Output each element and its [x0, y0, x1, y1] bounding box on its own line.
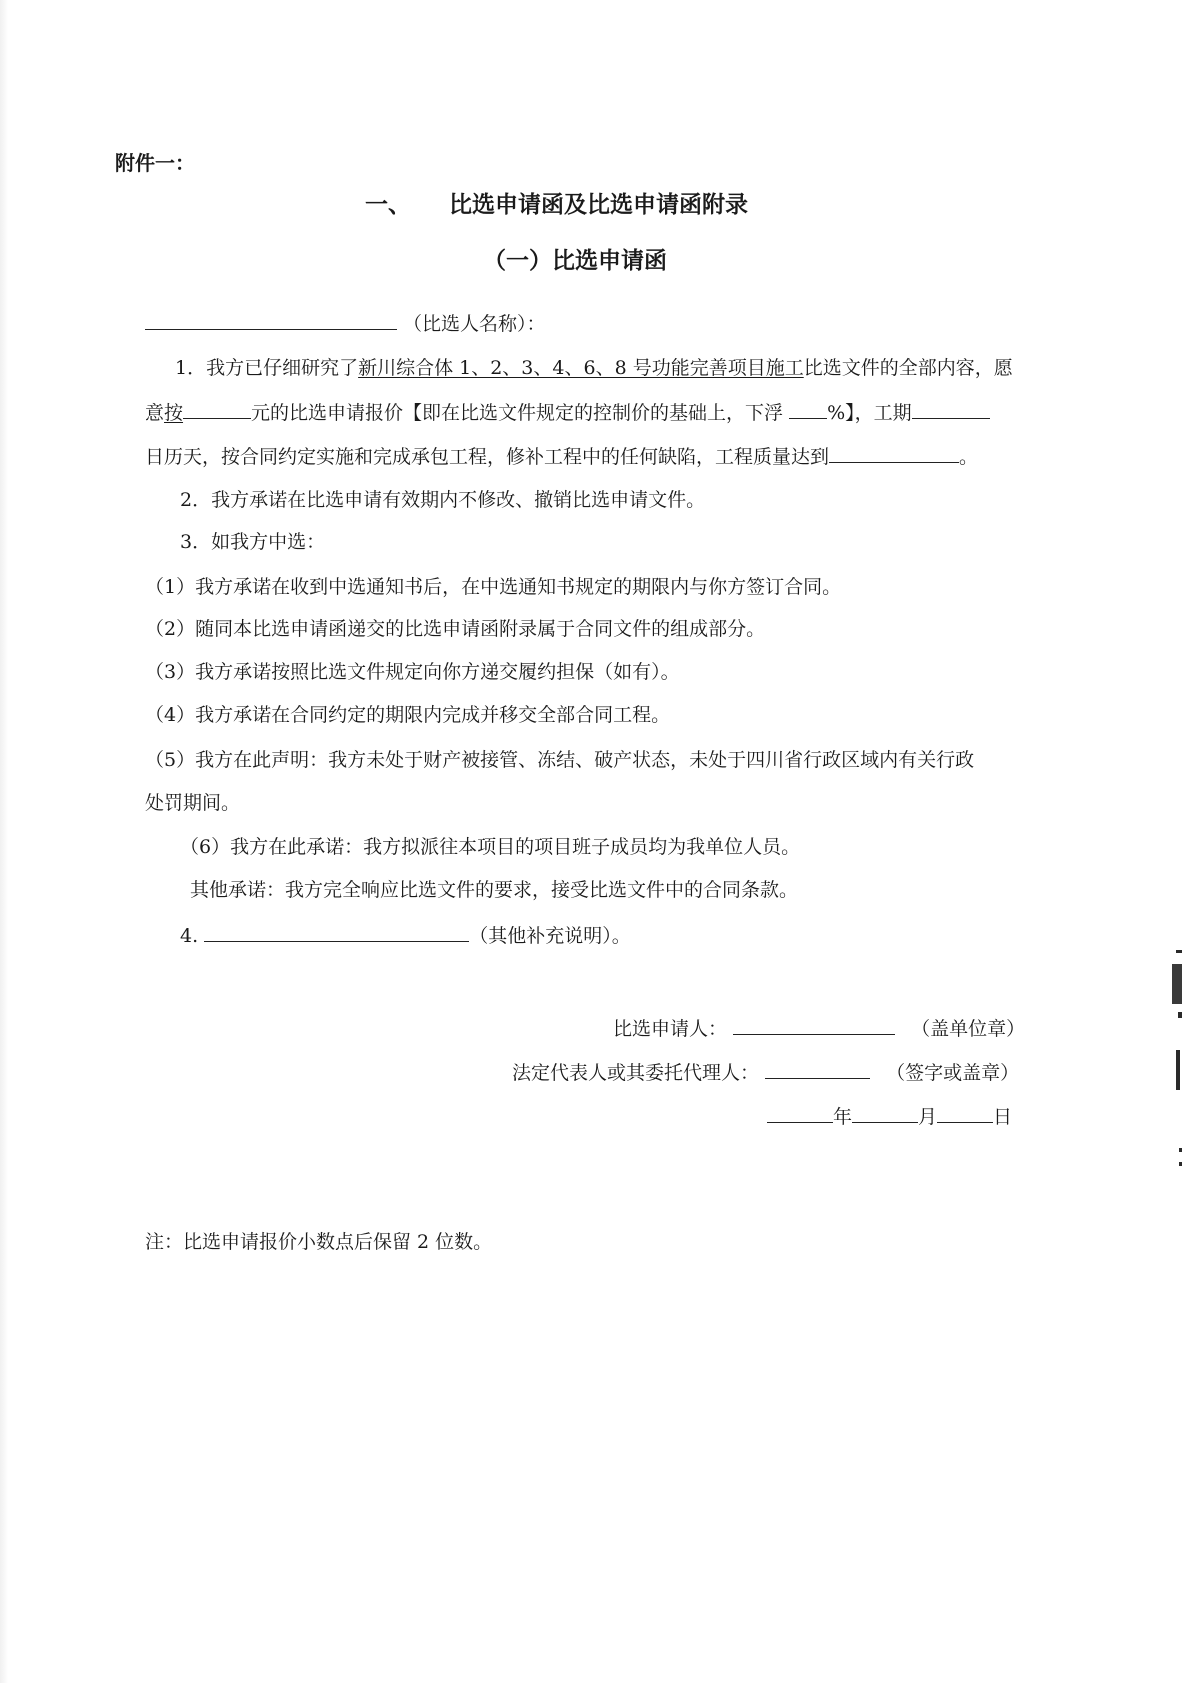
scan-mark — [1179, 1162, 1182, 1166]
sub-item-6: （6）我方在此承诺：我方拟派往本项目的项目班子成员均为我单位人员。 — [180, 836, 801, 858]
day-label: 日 — [993, 1105, 1013, 1128]
duration-blank[interactable] — [912, 397, 990, 419]
project-name: 新川综合体 1、2、3、4、6、8 号功能完善项目施工 — [358, 357, 804, 379]
item1-line3-end: 。 — [959, 445, 979, 468]
sub-item-1: （1）我方承诺在收到中选通知书后，在中选通知书规定的期限内与你方签订合同。 — [145, 576, 842, 598]
quality-blank[interactable] — [829, 441, 959, 463]
other-commitment: 其他承诺：我方完全响应比选文件的要求，接受比选文件中的合同条款。 — [190, 879, 799, 901]
scan-mark — [1179, 1148, 1182, 1152]
sub-item-2: （2）随同本比选申请函递交的比选申请函附录属于合同文件的组成部分。 — [145, 618, 766, 640]
item1-prefix: 1．我方已仔细研究了 — [175, 357, 359, 379]
item1-line2-c: 元的比选申请报价【即在比选文件规定的控制价的基础上，下浮 — [251, 401, 784, 424]
addressee-suffix: （比选人名称）： — [403, 312, 546, 335]
year-blank[interactable] — [767, 1101, 833, 1123]
applicant-blank[interactable] — [733, 1013, 895, 1035]
section-title — [365, 186, 748, 219]
sub-item-3: （3）我方承诺按照比选文件规定向你方递交履约担保（如有）。 — [145, 661, 680, 683]
subtitle: （一）比选申请函 — [483, 248, 667, 274]
applicant-line — [613, 1013, 1025, 1041]
item2: 2．我方承诺在比选申请有效期内不修改、撤销比选申请文件。 — [180, 489, 706, 511]
item1-line3 — [145, 441, 978, 469]
section-title-text: 比选申请函及比选申请函附录 — [449, 192, 749, 218]
representative-note: （签字或盖章） — [886, 1061, 1020, 1084]
year-label: 年 — [833, 1105, 853, 1128]
sub-item-5-line1: （5）我方在此声明：我方未处于财产被接管、冻结、破产状态，未处于四川省行政区域内有关行政 — [145, 749, 975, 771]
representative-line — [512, 1057, 1019, 1085]
item1-line3-a: 日历天，按合同约定实施和完成承包工程，修补工程中的任何缺陷，工程质量达到 — [145, 445, 830, 468]
section-number: 一、 — [365, 192, 411, 218]
scan-mark — [1172, 964, 1182, 1004]
item1-line1 — [175, 353, 1013, 380]
representative-blank[interactable] — [765, 1057, 870, 1079]
item1-mid: 比选文件的全部内容，愿 — [803, 357, 1013, 379]
scan-mark — [1178, 1012, 1182, 1018]
date-line — [767, 1101, 1012, 1129]
month-blank[interactable] — [852, 1101, 918, 1123]
item1-line2-pct: %】，工期 — [827, 401, 912, 424]
attachment-label: 附件一： — [115, 151, 195, 175]
discount-percent-blank[interactable] — [789, 397, 827, 419]
item1-line2-b: 按 — [164, 401, 184, 424]
item4-suffix: （其他补充说明）。 — [469, 924, 631, 947]
item4-line — [180, 920, 631, 948]
scan-mark — [1176, 1050, 1180, 1090]
day-blank[interactable] — [937, 1101, 993, 1123]
representative-label: 法定代表人或其委托代理人： — [512, 1061, 760, 1084]
supplementary-blank[interactable] — [204, 920, 469, 942]
sub-item-5-line2: 处罚期间。 — [145, 792, 241, 814]
bid-amount-blank[interactable] — [183, 397, 251, 419]
footnote: 注：比选申请报价小数点后保留 2 位数。 — [145, 1231, 493, 1253]
scan-edge — [0, 0, 8, 1683]
scan-mark — [1176, 950, 1182, 953]
item3: 3．如我方中选： — [180, 531, 326, 553]
applicant-note: （盖单位章） — [911, 1017, 1026, 1040]
item1-line2-a: 意 — [145, 401, 165, 424]
applicant-label: 比选申请人： — [613, 1017, 728, 1040]
month-label: 月 — [918, 1105, 938, 1128]
item1-line2 — [145, 397, 990, 425]
item4-number: 4. — [180, 924, 199, 947]
bidder-name-blank[interactable] — [145, 308, 397, 330]
sub-item-4: （4）我方承诺在合同约定的期限内完成并移交全部合同工程。 — [145, 704, 671, 726]
addressee-line — [145, 308, 546, 336]
